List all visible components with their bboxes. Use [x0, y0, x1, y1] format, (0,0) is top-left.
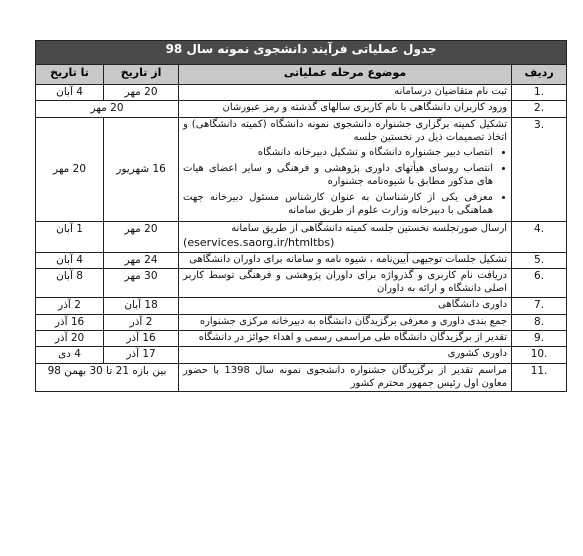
row-topic: داوری کشوری — [179, 347, 512, 363]
title-row — [36, 41, 567, 65]
row-number: 11. — [512, 363, 567, 392]
date-span: بین بازه 21 تا 30 بهمن 98 — [36, 363, 179, 392]
header-to-date: تا تاریخ — [36, 65, 104, 85]
header-from-date: از تاریخ — [104, 65, 179, 85]
to-date: 1 آبان — [36, 222, 104, 253]
row-topic: ورود کاربران دانشگاهی با نام کاربری سالهای گذشته و رمز عبورشان — [179, 101, 512, 117]
row-number: 1. — [512, 85, 567, 101]
from-date: 20 مهر — [104, 222, 179, 253]
list-item: • معرفی یکی از کارشناسان به عنوان کارشناس مسئول دبیرخانه جهت هماهنگی با دبیرخانه وزارت علوم از طریق سامانه — [183, 192, 493, 218]
from-date: 16 آذر — [104, 330, 179, 346]
list-item: • انتصاب روسای هیأتهای داوری پژوهشی و فرهنگی و سایر اعضای هیات های مذکور مطابق با شیوه‌نامه جشنواره — [183, 163, 493, 189]
row-topic: تشکیل جلسات توجیهی آیین‌نامه ، شیوه نامه و سامانه برای داوران دانشگاهی — [179, 253, 512, 269]
from-date: 17 آذر — [104, 347, 179, 363]
header-row — [36, 65, 567, 85]
table-row — [36, 347, 567, 363]
table-row — [36, 101, 567, 117]
table-row — [36, 222, 567, 253]
to-date: 20 آذر — [36, 330, 104, 346]
row-number: 8. — [512, 314, 567, 330]
operations-table — [35, 40, 567, 392]
from-date: 18 آبان — [104, 298, 179, 314]
row-topic-intro: تشکیل کمیته برگزاری جشنواره دانشجوی نمونه دانشگاه (کمیته دانشگاهی) و اتخاذ تصمیمات ذیل در نخستین جلسه — [183, 118, 508, 143]
samaneh-url-link[interactable]: (eservices.saorg.ir/htmltbs) — [183, 236, 335, 250]
table-row — [36, 253, 567, 269]
list-item: • انتصاب دبیر جشنواره دانشگاه و تشکیل دبیرخانه دانشگاه — [183, 147, 493, 160]
table-row — [36, 117, 567, 222]
table-row — [36, 363, 567, 392]
row-topic-with-list — [179, 117, 512, 222]
row-number: 10. — [512, 347, 567, 363]
from-date: 24 مهر — [104, 253, 179, 269]
row-number: 2. — [512, 101, 567, 117]
table-row — [36, 330, 567, 346]
from-date: 16 شهریور — [104, 117, 179, 222]
decision-list — [183, 147, 507, 217]
to-date: 2 آذر — [36, 298, 104, 314]
row-number: 7. — [512, 298, 567, 314]
row-topic: جمع بندی داوری و معرفی برگزیدگان دانشگاه به دبیرخانه مرکزی جشنواره — [179, 314, 512, 330]
to-date: 8 آبان — [36, 269, 104, 298]
table-title: جدول عملیاتی فرآیند دانشجوی نمونه سال 98 — [36, 41, 567, 65]
row-number: 9. — [512, 330, 567, 346]
to-date: 4 دی — [36, 347, 104, 363]
to-date: 20 مهر — [36, 117, 104, 222]
header-row-number: ردیف — [512, 65, 567, 85]
row-number: 6. — [512, 269, 567, 298]
table-row — [36, 85, 567, 101]
to-date: 4 آبان — [36, 253, 104, 269]
from-date: 30 مهر — [104, 269, 179, 298]
table-row — [36, 269, 567, 298]
from-date: 20 مهر — [104, 85, 179, 101]
row-topic: ارسال صورتجلسه نخستین جلسه کمیته دانشگاهی از طریق سامانه — [231, 223, 508, 235]
row-number: 5. — [512, 253, 567, 269]
row-topic: ثبت نام متقاضیان درسامانه — [179, 85, 512, 101]
row-number: 4. — [512, 222, 567, 253]
table-row — [36, 298, 567, 314]
row-topic: دریافت نام کاربری و گذرواژه برای داوران پژوهشی و فرهنگی توسط کاربر اصلی دانشگاه و ارائه به داوران — [179, 269, 512, 298]
to-date: 4 آبان — [36, 85, 104, 101]
row-number: 3. — [512, 117, 567, 222]
header-topic: موضوع مرحله عملیاتی — [179, 65, 512, 85]
row-topic: داوری دانشگاهی — [179, 298, 512, 314]
to-date: 16 آذر — [36, 314, 104, 330]
row-topic: تقدیر از برگزیدگان دانشگاه طی مراسمی رسمی و اهداء جوائز در دانشگاه — [179, 330, 512, 346]
row-topic: مراسم تقدیر از برگزیدگان جشنواره دانشجوی نمونه سال 1398 با حضور معاون اول رئیس جمهور محترم کشور — [179, 363, 512, 392]
row-topic-with-link — [179, 222, 512, 253]
date-span: 20 مهر — [36, 101, 179, 117]
table-row — [36, 314, 567, 330]
from-date: 2 آذر — [104, 314, 179, 330]
